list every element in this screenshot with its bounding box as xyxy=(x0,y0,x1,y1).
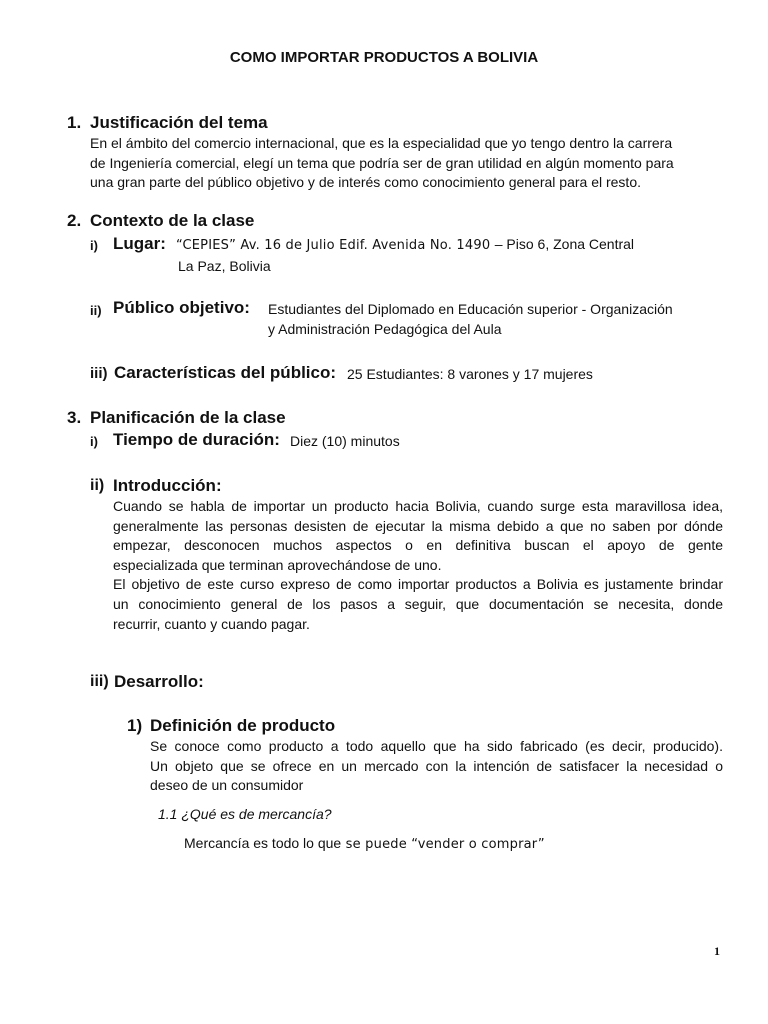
caracteristicas-value: 25 Estudiantes: 8 varones y 17 mujeres xyxy=(347,366,593,382)
intro-line-5: El objetivo de este curso expreso de como importar productos a Bolivia es justamente brindar xyxy=(113,576,723,593)
caracteristicas-roman: iii) xyxy=(90,365,108,382)
lugar-roman: i) xyxy=(90,238,98,253)
lugar-floor: – Piso 6, Zona Central xyxy=(494,236,635,252)
introduccion-label: Introducción: xyxy=(113,476,222,495)
desarrollo-label: Desarrollo: xyxy=(114,672,204,691)
lugar-city: La Paz, Bolivia xyxy=(178,258,271,274)
desarrollo-roman: iii) xyxy=(90,673,109,690)
publico-label: Público objetivo: xyxy=(113,298,250,317)
intro-line-2: generalmente las personas desisten de ejecutar la misma debido a que no saben por dónde xyxy=(113,517,723,534)
section-2-number: 2. xyxy=(67,211,82,230)
section-3-heading: Planificación de la clase xyxy=(90,408,286,427)
section-1-heading: Justificación del tema xyxy=(90,113,268,132)
subsection-1-1: 1.1 ¿Qué es de mercancía? xyxy=(158,806,332,822)
item-1-number: 1) xyxy=(127,716,143,735)
item-1-line-3: deseo de un consumidor xyxy=(150,777,304,794)
introduccion-roman: ii) xyxy=(90,477,105,494)
tiempo-roman: i) xyxy=(90,434,98,449)
section-1-number: 1. xyxy=(67,113,82,132)
lugar-address: “CEPIES” Av. 16 de Julio Edif. Avenida No. 1490 xyxy=(176,238,491,253)
intro-line-7: recurrir, cuanto y cuando pagar. xyxy=(113,615,310,632)
document-title: COMO IMPORTAR PRODUCTOS A BOLIVIA xyxy=(229,49,539,66)
lugar-value xyxy=(176,236,634,254)
item-1-line-1: Se conoce como producto a todo aquello que ha sido fabricado (es decir, producido). xyxy=(150,738,723,754)
intro-line-3: empezar, desconocen muchos aspectos o en definitiva buscan el apoyo de gente xyxy=(113,537,723,554)
section-3-number: 3. xyxy=(67,408,82,427)
tiempo-value: Diez (10) minutos xyxy=(290,433,400,449)
publico-line-1: Estudiantes del Diplomado en Educación superior - Organización xyxy=(268,301,673,317)
caracteristicas-label: Características del público: xyxy=(114,363,337,382)
publico-line-2: y Administración Pedagógica del Aula xyxy=(268,321,502,337)
section-1-line-2: de Ingeniería comercial, elegí un tema que podría ser de gran utilidad en algún momento para xyxy=(90,155,674,171)
item-1-line-2: Un objeto que se ofrece en un mercado con la intención de satisfacer la necesidad o xyxy=(150,757,723,774)
mercancia-text-b: se puede “vender o comprar” xyxy=(345,837,545,852)
introduccion-paragraph-1 xyxy=(113,497,723,634)
section-2-heading: Contexto de la clase xyxy=(90,211,255,230)
section-1-line-1: En el ámbito del comercio internacional, que es la especialidad que yo tengo dentro la carrera xyxy=(90,135,673,151)
mercancia-definition xyxy=(184,835,545,853)
publico-roman: ii) xyxy=(90,303,102,318)
lugar-label: Lugar: xyxy=(113,234,166,253)
item-1-heading: Definición de producto xyxy=(150,716,336,735)
tiempo-label: Tiempo de duración: xyxy=(113,430,280,449)
intro-line-6: un conocimiento general de los pasos a seguir, que documentación se necesita, donde xyxy=(113,595,723,612)
section-1-line-3: una gran parte del público objetivo y de interés como conocimiento general para el resto. xyxy=(90,174,641,190)
page-number: 1 xyxy=(714,944,720,958)
intro-line-1: Cuando se habla de importar un producto hacia Bolivia, cuando surge esta maravillosa idea, xyxy=(113,498,723,514)
item-1-paragraph xyxy=(150,737,723,796)
mercancia-text-a: Mercancía es todo lo que xyxy=(184,835,342,851)
intro-line-4: especializada que terminan aprovechándose de uno. xyxy=(113,556,442,573)
